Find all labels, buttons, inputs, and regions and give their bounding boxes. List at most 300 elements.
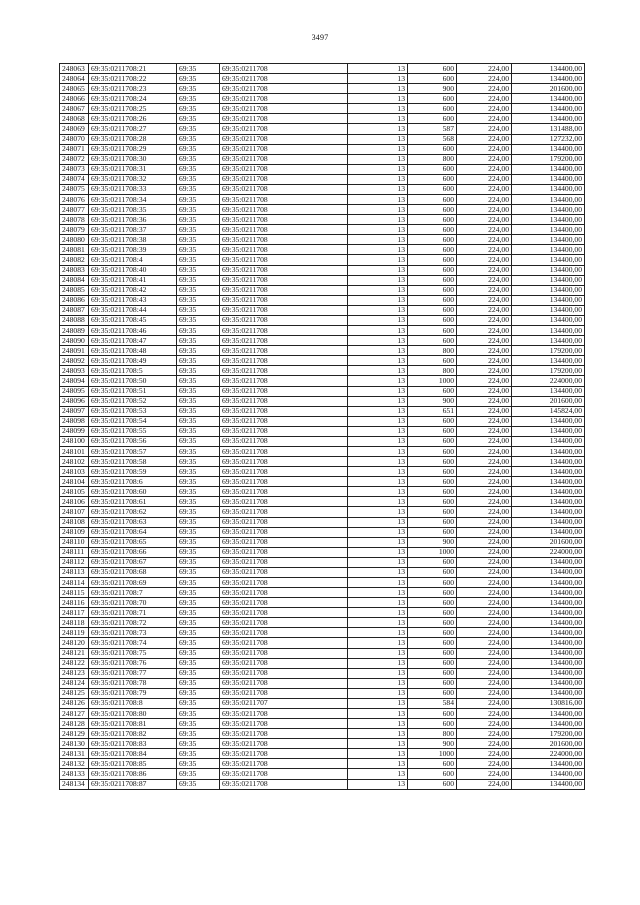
record-id-cell: 248082 (60, 255, 89, 265)
table-row (60, 698, 585, 708)
district-code-cell: 69:35 (177, 457, 220, 467)
record-id-cell: 248092 (60, 356, 89, 366)
category-code-cell: 13 (348, 698, 408, 708)
value-cell: 224000,00 (512, 749, 585, 759)
category-code-cell: 13 (348, 285, 408, 295)
table-row (60, 759, 585, 769)
value-cell: 134400,00 (512, 285, 585, 295)
category-code-cell: 13 (348, 608, 408, 618)
category-code-cell: 13 (348, 205, 408, 215)
value-cell: 134400,00 (512, 507, 585, 517)
value-cell: 134400,00 (512, 709, 585, 719)
category-code-cell: 13 (348, 688, 408, 698)
rate-cell: 224,00 (457, 174, 512, 184)
area-cell: 600 (408, 769, 457, 779)
value-cell: 134400,00 (512, 104, 585, 114)
record-id-cell: 248124 (60, 678, 89, 688)
area-cell: 600 (408, 215, 457, 225)
value-cell: 134400,00 (512, 497, 585, 507)
area-cell: 900 (408, 84, 457, 94)
area-cell: 600 (408, 628, 457, 638)
table-row (60, 719, 585, 729)
quarter-number-cell: 69:35:0211708 (220, 336, 348, 346)
cadastral-number-cell: 69:35:0211708:24 (89, 94, 177, 104)
district-code-cell: 69:35 (177, 265, 220, 275)
rate-cell: 224,00 (457, 678, 512, 688)
district-code-cell: 69:35 (177, 346, 220, 356)
quarter-number-cell: 69:35:0211708 (220, 154, 348, 164)
value-cell: 134400,00 (512, 527, 585, 537)
value-cell: 134400,00 (512, 386, 585, 396)
rate-cell: 224,00 (457, 265, 512, 275)
district-code-cell: 69:35 (177, 356, 220, 366)
cadastral-number-cell: 69:35:0211708:40 (89, 265, 177, 275)
record-id-cell: 248107 (60, 507, 89, 517)
record-id-cell: 248103 (60, 467, 89, 477)
cadastral-number-cell: 69:35:0211708:32 (89, 174, 177, 184)
table-row (60, 154, 585, 164)
category-code-cell: 13 (348, 739, 408, 749)
value-cell: 134400,00 (512, 618, 585, 628)
category-code-cell: 13 (348, 759, 408, 769)
value-cell: 134400,00 (512, 628, 585, 638)
value-cell: 134400,00 (512, 215, 585, 225)
value-cell: 127232,00 (512, 134, 585, 144)
district-code-cell: 69:35 (177, 205, 220, 215)
rate-cell: 224,00 (457, 386, 512, 396)
area-cell: 600 (408, 336, 457, 346)
record-id-cell: 248080 (60, 235, 89, 245)
rate-cell: 224,00 (457, 285, 512, 295)
district-code-cell: 69:35 (177, 648, 220, 658)
record-id-cell: 248069 (60, 124, 89, 134)
record-id-cell: 248078 (60, 215, 89, 225)
value-cell: 134400,00 (512, 255, 585, 265)
category-code-cell: 13 (348, 74, 408, 84)
value-cell: 179200,00 (512, 366, 585, 376)
area-cell: 600 (408, 719, 457, 729)
table-row (60, 648, 585, 658)
record-id-cell: 248079 (60, 225, 89, 235)
quarter-number-cell: 69:35:0211708 (220, 467, 348, 477)
category-code-cell: 13 (348, 346, 408, 356)
quarter-number-cell: 69:35:0211708 (220, 678, 348, 688)
area-cell: 600 (408, 779, 457, 789)
category-code-cell: 13 (348, 436, 408, 446)
district-code-cell: 69:35 (177, 184, 220, 194)
quarter-number-cell: 69:35:0211708 (220, 507, 348, 517)
rate-cell: 224,00 (457, 305, 512, 315)
district-code-cell: 69:35 (177, 235, 220, 245)
quarter-number-cell: 69:35:0211708 (220, 638, 348, 648)
cadastral-number-cell: 69:35:0211708:53 (89, 406, 177, 416)
record-id-cell: 248100 (60, 436, 89, 446)
table-row (60, 497, 585, 507)
quarter-number-cell: 69:35:0211708 (220, 376, 348, 386)
record-id-cell: 248134 (60, 779, 89, 789)
category-code-cell: 13 (348, 225, 408, 235)
table-row (60, 104, 585, 114)
record-id-cell: 248109 (60, 527, 89, 537)
district-code-cell: 69:35 (177, 114, 220, 124)
category-code-cell: 13 (348, 245, 408, 255)
cadastral-number-cell: 69:35:0211708:59 (89, 467, 177, 477)
value-cell: 134400,00 (512, 245, 585, 255)
quarter-number-cell: 69:35:0211708 (220, 406, 348, 416)
area-cell: 600 (408, 608, 457, 618)
category-code-cell: 13 (348, 396, 408, 406)
rate-cell: 224,00 (457, 739, 512, 749)
record-id-cell: 248111 (60, 547, 89, 557)
category-code-cell: 13 (348, 104, 408, 114)
category-code-cell: 13 (348, 749, 408, 759)
quarter-number-cell: 69:35:0211708 (220, 527, 348, 537)
cadastral-number-cell: 69:35:0211708:68 (89, 567, 177, 577)
quarter-number-cell: 69:35:0211708 (220, 416, 348, 426)
category-code-cell: 13 (348, 567, 408, 577)
value-cell: 134400,00 (512, 426, 585, 436)
district-code-cell: 69:35 (177, 74, 220, 84)
rate-cell: 224,00 (457, 275, 512, 285)
category-code-cell: 13 (348, 557, 408, 567)
category-code-cell: 13 (348, 265, 408, 275)
table-row (60, 386, 585, 396)
quarter-number-cell: 69:35:0211708 (220, 739, 348, 749)
cadastral-number-cell: 69:35:0211708:50 (89, 376, 177, 386)
district-code-cell: 69:35 (177, 698, 220, 708)
area-cell: 1000 (408, 376, 457, 386)
record-id-cell: 248075 (60, 184, 89, 194)
cadastral-number-cell: 69:35:0211708:46 (89, 326, 177, 336)
category-code-cell: 13 (348, 195, 408, 205)
area-cell: 800 (408, 346, 457, 356)
area-cell: 600 (408, 638, 457, 648)
district-code-cell: 69:35 (177, 295, 220, 305)
category-code-cell: 13 (348, 769, 408, 779)
record-id-cell: 248132 (60, 759, 89, 769)
record-id-cell: 248090 (60, 336, 89, 346)
rate-cell: 224,00 (457, 567, 512, 577)
quarter-number-cell: 69:35:0211708 (220, 588, 348, 598)
cadastral-number-cell: 69:35:0211708:30 (89, 154, 177, 164)
quarter-number-cell: 69:35:0211708 (220, 688, 348, 698)
rate-cell: 224,00 (457, 457, 512, 467)
area-cell: 600 (408, 507, 457, 517)
table-row (60, 477, 585, 487)
district-code-cell: 69:35 (177, 477, 220, 487)
value-cell: 134400,00 (512, 326, 585, 336)
table-row (60, 678, 585, 688)
district-code-cell: 69:35 (177, 557, 220, 567)
district-code-cell: 69:35 (177, 64, 220, 74)
table-row (60, 346, 585, 356)
value-cell: 134400,00 (512, 598, 585, 608)
cadastral-number-cell: 69:35:0211708:27 (89, 124, 177, 134)
quarter-number-cell: 69:35:0211708 (220, 628, 348, 638)
value-cell: 134400,00 (512, 164, 585, 174)
table-row (60, 769, 585, 779)
quarter-number-cell: 69:35:0211708 (220, 779, 348, 789)
table-row (60, 376, 585, 386)
quarter-number-cell: 69:35:0211708 (220, 608, 348, 618)
area-cell: 600 (408, 477, 457, 487)
value-cell: 134400,00 (512, 517, 585, 527)
category-code-cell: 13 (348, 729, 408, 739)
record-id-cell: 248068 (60, 114, 89, 124)
rate-cell: 224,00 (457, 446, 512, 456)
rate-cell: 224,00 (457, 759, 512, 769)
value-cell: 134400,00 (512, 648, 585, 658)
table-row (60, 205, 585, 215)
value-cell: 201600,00 (512, 84, 585, 94)
category-code-cell: 13 (348, 537, 408, 547)
value-cell: 134400,00 (512, 577, 585, 587)
table-row (60, 628, 585, 638)
area-cell: 600 (408, 225, 457, 235)
value-cell: 134400,00 (512, 174, 585, 184)
record-id-cell: 248081 (60, 245, 89, 255)
record-id-cell: 248070 (60, 134, 89, 144)
category-code-cell: 13 (348, 779, 408, 789)
cadastral-number-cell: 69:35:0211708:82 (89, 729, 177, 739)
area-cell: 600 (408, 265, 457, 275)
category-code-cell: 13 (348, 275, 408, 285)
table-row (60, 457, 585, 467)
cadastral-number-cell: 69:35:0211708:36 (89, 215, 177, 225)
quarter-number-cell: 69:35:0211708 (220, 356, 348, 366)
record-id-cell: 248113 (60, 567, 89, 577)
value-cell: 134400,00 (512, 295, 585, 305)
cadastral-number-cell: 69:35:0211708:57 (89, 446, 177, 456)
value-cell: 179200,00 (512, 729, 585, 739)
value-cell: 134400,00 (512, 588, 585, 598)
quarter-number-cell: 69:35:0211708 (220, 205, 348, 215)
category-code-cell: 13 (348, 305, 408, 315)
table-row (60, 225, 585, 235)
quarter-number-cell: 69:35:0211708 (220, 749, 348, 759)
district-code-cell: 69:35 (177, 588, 220, 598)
rate-cell: 224,00 (457, 315, 512, 325)
quarter-number-cell: 69:35:0211708 (220, 285, 348, 295)
table-row (60, 164, 585, 174)
table-row (60, 245, 585, 255)
table-row (60, 729, 585, 739)
rate-cell: 224,00 (457, 537, 512, 547)
cadastral-number-cell: 69:35:0211708:51 (89, 386, 177, 396)
table-row (60, 74, 585, 84)
table-row (60, 184, 585, 194)
record-id-cell: 248121 (60, 648, 89, 658)
category-code-cell: 13 (348, 326, 408, 336)
record-id-cell: 248114 (60, 577, 89, 587)
area-cell: 900 (408, 739, 457, 749)
category-code-cell: 13 (348, 527, 408, 537)
quarter-number-cell: 69:35:0211708 (220, 557, 348, 567)
category-code-cell: 13 (348, 64, 408, 74)
value-cell: 134400,00 (512, 336, 585, 346)
area-cell: 600 (408, 436, 457, 446)
area-cell: 1000 (408, 547, 457, 557)
area-cell: 587 (408, 124, 457, 134)
quarter-number-cell: 69:35:0211708 (220, 769, 348, 779)
record-id-cell: 248115 (60, 588, 89, 598)
area-cell: 600 (408, 457, 457, 467)
value-cell: 134400,00 (512, 457, 585, 467)
area-cell: 600 (408, 285, 457, 295)
rate-cell: 224,00 (457, 426, 512, 436)
value-cell: 134400,00 (512, 467, 585, 477)
area-cell: 600 (408, 245, 457, 255)
cadastral-number-cell: 69:35:0211708:54 (89, 416, 177, 426)
quarter-number-cell: 69:35:0211708 (220, 124, 348, 134)
area-cell: 600 (408, 688, 457, 698)
district-code-cell: 69:35 (177, 416, 220, 426)
quarter-number-cell: 69:35:0211708 (220, 668, 348, 678)
area-cell: 600 (408, 64, 457, 74)
rate-cell: 224,00 (457, 557, 512, 567)
category-code-cell: 13 (348, 124, 408, 134)
record-id-cell: 248133 (60, 769, 89, 779)
table-row (60, 326, 585, 336)
category-code-cell: 13 (348, 295, 408, 305)
quarter-number-cell: 69:35:0211708 (220, 195, 348, 205)
area-cell: 600 (408, 618, 457, 628)
record-id-cell: 248102 (60, 457, 89, 467)
rate-cell: 224,00 (457, 638, 512, 648)
cadastral-number-cell: 69:35:0211708:25 (89, 104, 177, 114)
district-code-cell: 69:35 (177, 94, 220, 104)
cadastral-number-cell: 69:35:0211708:47 (89, 336, 177, 346)
area-cell: 600 (408, 517, 457, 527)
rate-cell: 224,00 (457, 84, 512, 94)
record-id-cell: 248118 (60, 618, 89, 628)
record-id-cell: 248074 (60, 174, 89, 184)
rate-cell: 224,00 (457, 184, 512, 194)
cadastral-number-cell: 69:35:0211708:21 (89, 64, 177, 74)
record-id-cell: 248126 (60, 698, 89, 708)
quarter-number-cell: 69:35:0211708 (220, 396, 348, 406)
area-cell: 600 (408, 426, 457, 436)
rate-cell: 224,00 (457, 749, 512, 759)
cadastral-number-cell: 69:35:0211708:76 (89, 658, 177, 668)
area-cell: 584 (408, 698, 457, 708)
category-code-cell: 13 (348, 658, 408, 668)
district-code-cell: 69:35 (177, 154, 220, 164)
quarter-number-cell: 69:35:0211708 (220, 275, 348, 285)
table-row (60, 94, 585, 104)
category-code-cell: 13 (348, 134, 408, 144)
district-code-cell: 69:35 (177, 658, 220, 668)
category-code-cell: 13 (348, 235, 408, 245)
district-code-cell: 69:35 (177, 688, 220, 698)
record-id-cell: 248106 (60, 497, 89, 507)
rate-cell: 224,00 (457, 608, 512, 618)
district-code-cell: 69:35 (177, 366, 220, 376)
table-row (60, 577, 585, 587)
value-cell: 134400,00 (512, 305, 585, 315)
category-code-cell: 13 (348, 628, 408, 638)
value-cell: 134400,00 (512, 487, 585, 497)
quarter-number-cell: 69:35:0211708 (220, 719, 348, 729)
district-code-cell: 69:35 (177, 638, 220, 648)
area-cell: 600 (408, 598, 457, 608)
quarter-number-cell: 69:35:0211708 (220, 446, 348, 456)
quarter-number-cell: 69:35:0211708 (220, 709, 348, 719)
district-code-cell: 69:35 (177, 406, 220, 416)
district-code-cell: 69:35 (177, 527, 220, 537)
area-cell: 600 (408, 356, 457, 366)
rate-cell: 224,00 (457, 769, 512, 779)
cadastral-number-cell: 69:35:0211708:6 (89, 477, 177, 487)
record-id-cell: 248096 (60, 396, 89, 406)
table-row (60, 195, 585, 205)
area-cell: 900 (408, 537, 457, 547)
rate-cell: 224,00 (457, 164, 512, 174)
district-code-cell: 69:35 (177, 336, 220, 346)
category-code-cell: 13 (348, 648, 408, 658)
cadastral-number-cell: 69:35:0211708:73 (89, 628, 177, 638)
quarter-number-cell: 69:35:0211708 (220, 104, 348, 114)
value-cell: 134400,00 (512, 436, 585, 446)
value-cell: 145824,00 (512, 406, 585, 416)
category-code-cell: 13 (348, 366, 408, 376)
area-cell: 800 (408, 729, 457, 739)
category-code-cell: 13 (348, 94, 408, 104)
record-id-cell: 248064 (60, 74, 89, 84)
table-row (60, 547, 585, 557)
record-id-cell: 248120 (60, 638, 89, 648)
rate-cell: 224,00 (457, 577, 512, 587)
value-cell: 134400,00 (512, 688, 585, 698)
area-cell: 600 (408, 104, 457, 114)
district-code-cell: 69:35 (177, 255, 220, 265)
rate-cell: 224,00 (457, 477, 512, 487)
record-id-cell: 248072 (60, 154, 89, 164)
table-row (60, 144, 585, 154)
cadastral-number-cell: 69:35:0211708:31 (89, 164, 177, 174)
table-row (60, 588, 585, 598)
quarter-number-cell: 69:35:0211708 (220, 94, 348, 104)
table-row (60, 688, 585, 698)
rate-cell: 224,00 (457, 648, 512, 658)
area-cell: 600 (408, 114, 457, 124)
record-id-cell: 248122 (60, 658, 89, 668)
quarter-number-cell: 69:35:0211708 (220, 134, 348, 144)
cadastral-number-cell: 69:35:0211708:87 (89, 779, 177, 789)
category-code-cell: 13 (348, 84, 408, 94)
value-cell: 134400,00 (512, 557, 585, 567)
records-body (60, 64, 585, 790)
table-row (60, 446, 585, 456)
value-cell: 134400,00 (512, 184, 585, 194)
district-code-cell: 69:35 (177, 628, 220, 638)
cadastral-number-cell: 69:35:0211708:23 (89, 84, 177, 94)
quarter-number-cell: 69:35:0211708 (220, 64, 348, 74)
area-cell: 800 (408, 154, 457, 164)
area-cell: 600 (408, 648, 457, 658)
district-code-cell: 69:35 (177, 729, 220, 739)
rate-cell: 224,00 (457, 235, 512, 245)
table-row (60, 638, 585, 648)
value-cell: 134400,00 (512, 567, 585, 577)
quarter-number-cell: 69:35:0211708 (220, 74, 348, 84)
rate-cell: 224,00 (457, 618, 512, 628)
area-cell: 651 (408, 406, 457, 416)
district-code-cell: 69:35 (177, 144, 220, 154)
area-cell: 600 (408, 195, 457, 205)
rate-cell: 224,00 (457, 547, 512, 557)
cadastral-number-cell: 69:35:0211708:63 (89, 517, 177, 527)
